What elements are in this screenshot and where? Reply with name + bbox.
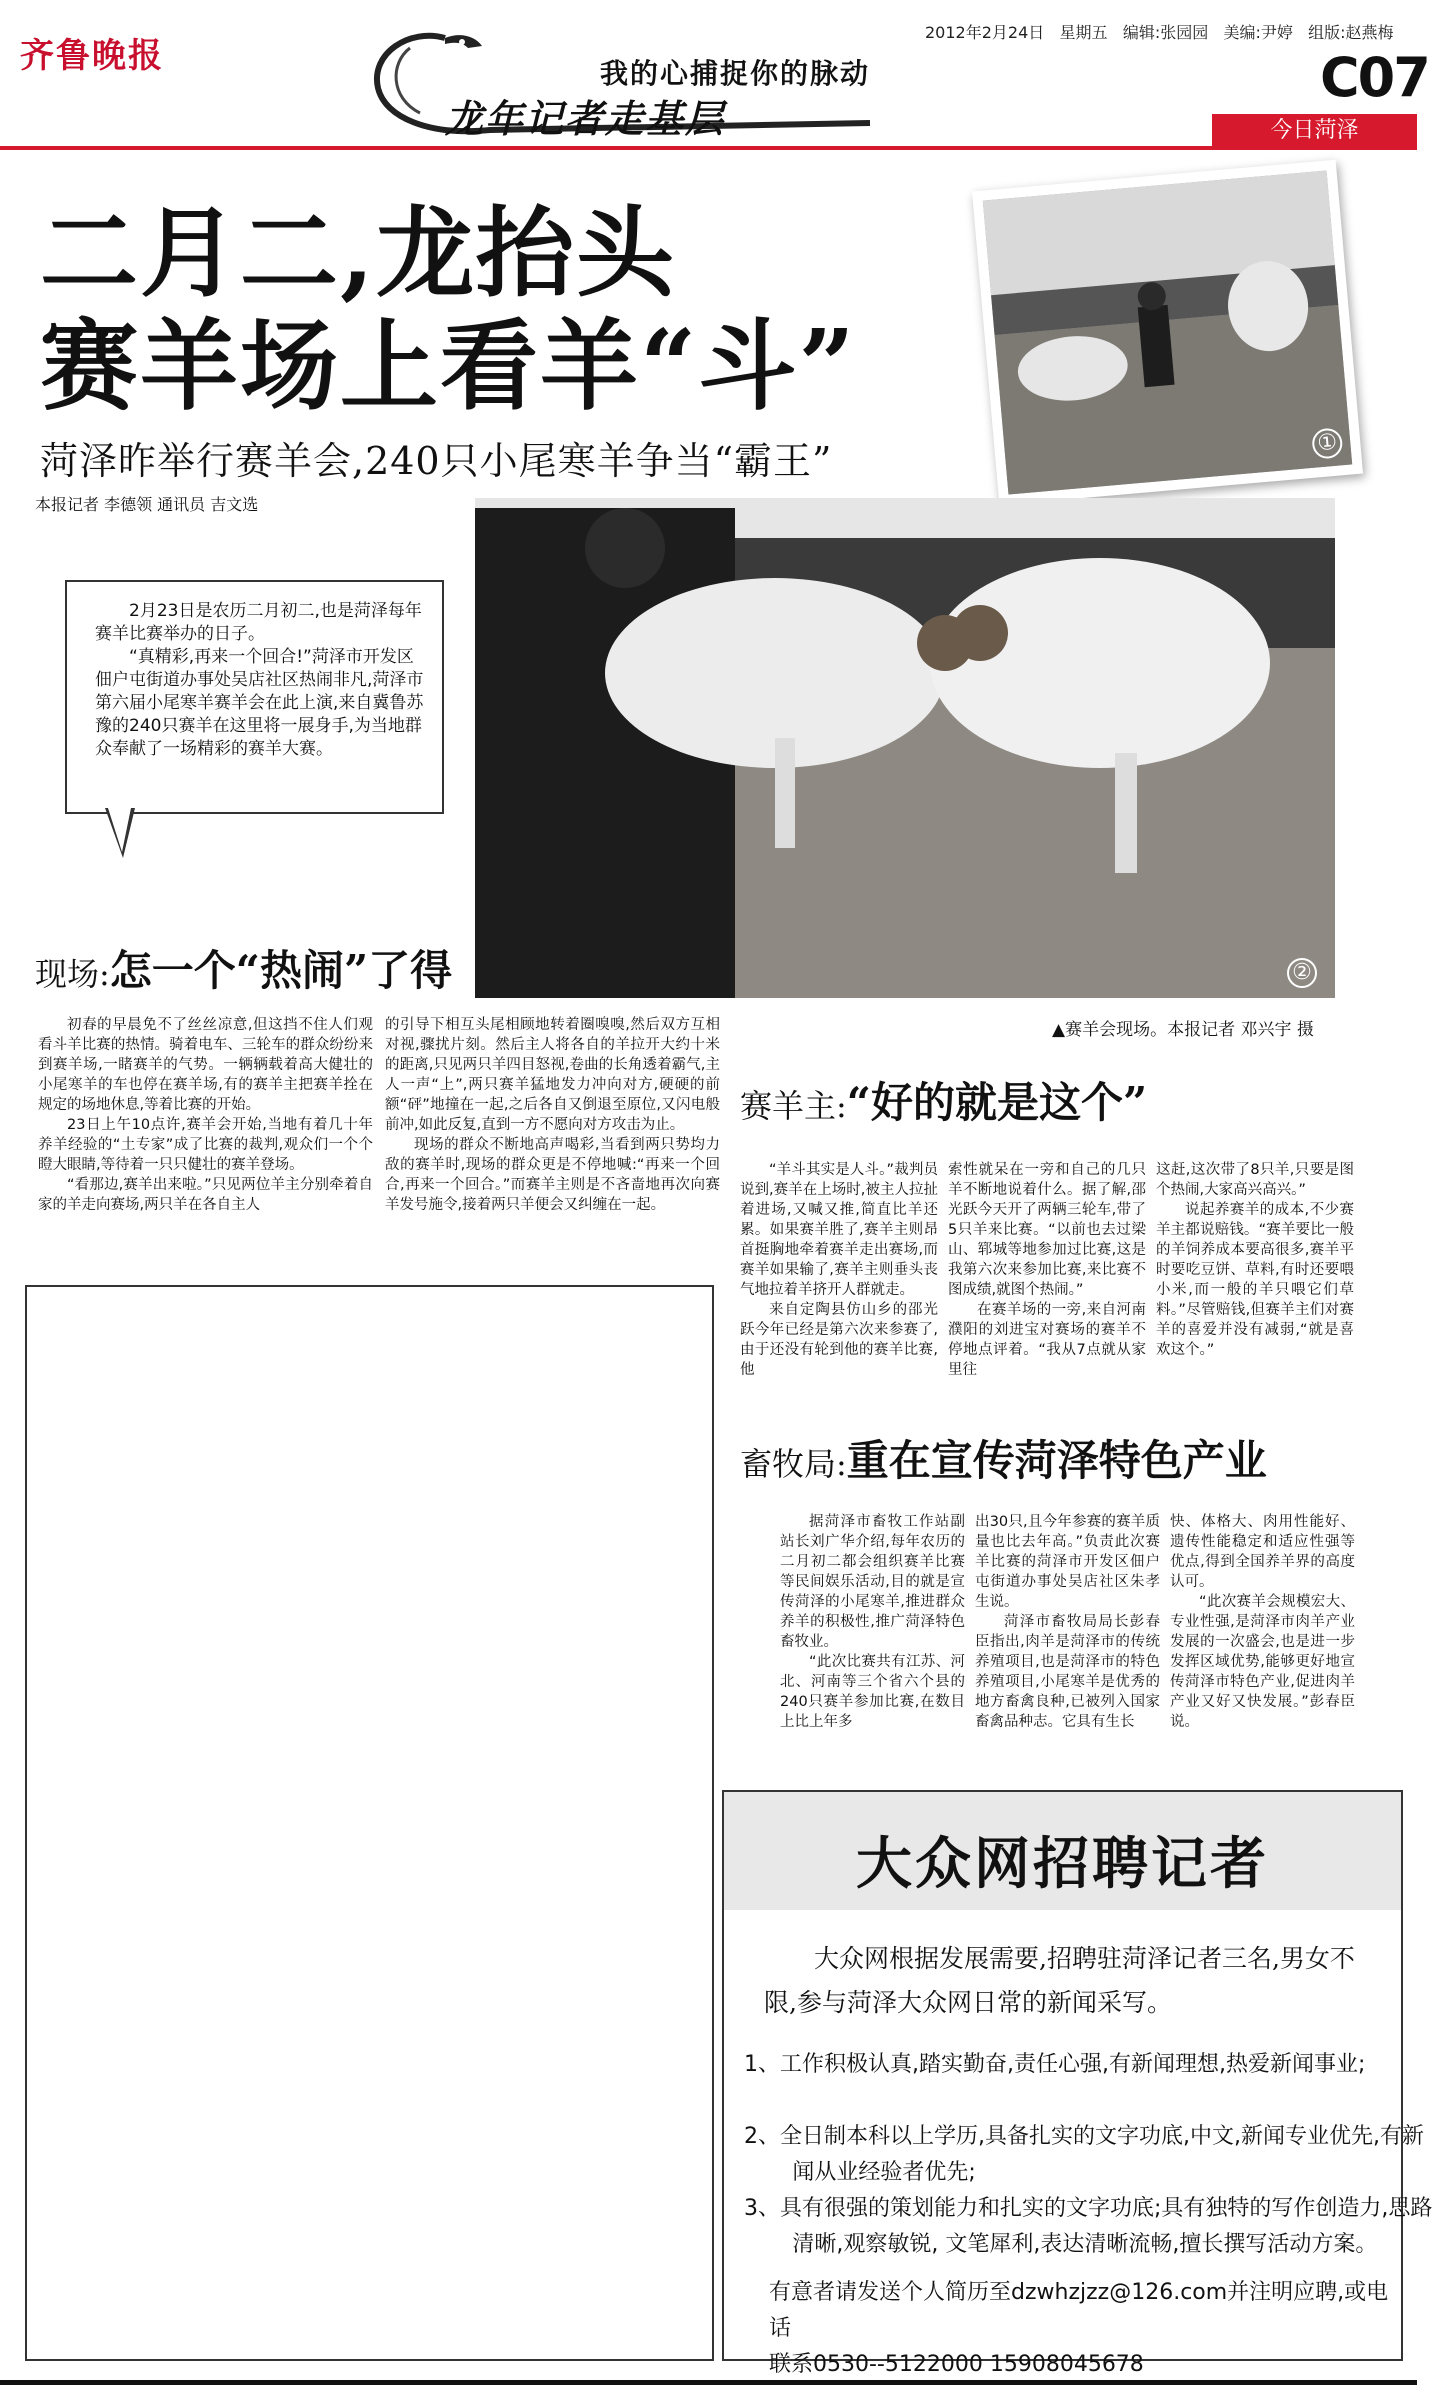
ad-contact xyxy=(769,2275,1389,2383)
ad-requirement: 3、具有很强的策划能力和扎实的文字功底;具有独特的写作创造力,思路清晰,观察敏锐, 文笔犀利,表达清晰流畅,擅长撰写活动方案。 xyxy=(744,2196,1432,2257)
ad-contact-line: 联系0530--5122000 15908045678 xyxy=(769,2352,1144,2377)
headline-line-1: 二月二,龙抬头 xyxy=(40,196,677,311)
layout-editor-credit: 组版:赵燕梅 xyxy=(1308,23,1394,42)
lead-callout xyxy=(65,580,444,814)
blank-ad-space xyxy=(25,1285,714,2361)
newspaper-logo: 齐鲁晚报 xyxy=(20,36,164,76)
section-heading-scene xyxy=(35,938,452,998)
ad-requirement: 2、全日制本科以上学历,具备扎实的文字功底,中文,新闻专业优先,有新闻从业经验者优先; xyxy=(744,2124,1424,2185)
body-paragraph: 在赛羊场的一旁,来自河南濮阳的刘进宝对赛场的赛羊不停地点评着。“我从7点就从家里往 xyxy=(948,1302,1146,1378)
callout-tail-inner xyxy=(108,808,131,852)
column-slogan: 我的心捕捉你的脉动 xyxy=(600,57,871,90)
photo-number-2: ② xyxy=(1287,958,1317,988)
body-paragraph: 菏泽市畜牧局局长彭春臣指出,肉羊是菏泽市的传统养殖项目,也是菏泽市的特色养殖项目,小尾寒羊是优秀的地方畜禽良种,已被列入国家畜禽品种志。它具有生长 xyxy=(975,1614,1160,1730)
section-heading-bureau xyxy=(740,1428,1267,1488)
section-title: “好的就是这个” xyxy=(846,1078,1148,1127)
byline: 本报记者 李德领 通讯员 吉文选 xyxy=(35,495,259,514)
body-column xyxy=(385,1015,720,1215)
body-column xyxy=(780,1512,965,1732)
section-label: 畜牧局: xyxy=(740,1445,847,1483)
editor-credit: 编辑:张园园 xyxy=(1122,23,1209,42)
inset-photo-ram-fight xyxy=(972,160,1363,506)
body-paragraph: “看那边,赛羊出来啦。”只见两位羊主分别牵着自家的羊走向赛场,两只羊在各自主人 xyxy=(38,1177,373,1213)
body-paragraph: 快、体格大、肉用性能好、遗传性能稳定和适应性强等优点,得到全国养羊界的高度认可。 xyxy=(1170,1514,1355,1590)
lead-paragraph: 2月23日是农历二月初二,也是菏泽每年赛羊比赛举办的日子。 xyxy=(95,601,422,644)
section-label: 现场: xyxy=(35,955,110,993)
body-paragraph: 的引导下相互头尾相顾地转着圈嗅嗅,然后双方互相对视,骤扰片刻。然后主人将各自的羊拉开大约十米的距离,只见两只羊四目怒视,卷曲的长角透着霸气,主人一声“上”,两只赛羊猛地发力冲向对方,硬硬的前额“砰”地撞在一起,之后各自又倒退至原位,又闪电般前冲,如此反复,直到一方不愿向对方攻击为止。 xyxy=(385,1017,720,1133)
bottom-rule xyxy=(0,2380,1417,2385)
issue-weekday: 星期五 xyxy=(1059,23,1108,42)
page-number: C07 xyxy=(1320,46,1429,109)
section-tag: 今日菏泽 xyxy=(1212,114,1417,148)
art-editor-credit: 美编:尹婷 xyxy=(1223,23,1293,42)
photo-caption: ▲赛羊会现场。本报记者 邓兴宇 摄 xyxy=(1052,1020,1314,1040)
photo-number-1: ① xyxy=(1311,427,1344,460)
body-paragraph: 初春的早晨免不了丝丝凉意,但这挡不住人们观看斗羊比赛的热情。骑着电车、三轮车的群众纷纷来到赛羊场,一睹赛羊的气势。一辆辆载着高大健壮的小尾寒羊的车也停在赛羊场,有的赛羊主把赛羊拴在规定的场地休息,等着比赛的开始。 xyxy=(38,1017,373,1113)
body-paragraph: 出30只,且今年参赛的赛羊质量也比去年高。”负责此次赛羊比赛的菏泽市开发区佃户屯街道办事处吴店社区朱孝生说。 xyxy=(975,1514,1160,1610)
section-title: 怎一个“热闹”了得 xyxy=(109,946,453,995)
issue-date: 2012年2月24日 xyxy=(925,23,1045,42)
body-paragraph: “羊斗其实是人斗。”裁判员说到,赛羊在上场时,被主人拉扯着进场,又喊又推,简直比羊还累。如果赛羊胜了,赛羊主则昂首挺胸地牵着赛羊走出赛场,而赛羊如果输了,赛羊主则垂头丧气地拉着羊挤开人群就走。 xyxy=(740,1162,938,1298)
ad-requirement: 1、工作积极认真,踏实勤奋,责任心强,有新闻理想,热爱新闻事业; xyxy=(744,2052,1366,2077)
body-column xyxy=(948,1160,1146,1380)
ad-contact-line: 有意者请发送个人简历至dzwhzjzz@126.com并注明应聘,或电话 xyxy=(769,2280,1389,2341)
ad-title: 大众网招聘记者 xyxy=(856,1831,1269,1897)
section-title: 重在宣传菏泽特色产业 xyxy=(846,1436,1267,1485)
lead-paragraph: “真精彩,再来一个回合!”菏泽市开发区佃户屯街道办事处吴店社区热闹非凡,菏泽市第六届小尾寒羊赛羊会在此上演,来自冀鲁苏豫的240只赛羊在这里将一展身手,为当地群众奉献了一场精彩的赛羊大赛。 xyxy=(95,647,424,759)
body-column xyxy=(975,1512,1160,1732)
body-column xyxy=(740,1160,938,1380)
body-column xyxy=(1170,1512,1355,1732)
page-meta xyxy=(925,20,1394,43)
body-paragraph: “此次比赛共有江苏、河北、河南等三个省六个县的240只赛羊参加比赛,在数目上比上年多 xyxy=(780,1654,965,1730)
body-paragraph: 现场的群众不断地高声喝彩,当看到两只势均力敌的赛羊时,现场的群众更是不停地喊:“再来一个回合,再来一个回合。”而赛羊主则是不吝啬地再次向赛羊发号施令,接着两只羊便会又纠缠在一起。 xyxy=(385,1137,720,1213)
body-paragraph: 据菏泽市畜牧工作站副站长刘广华介绍,每年农历的二月初二都会组织赛羊比赛等民间娱乐活动,目的就是宣传菏泽的小尾寒羊,推进群众养羊的积极性,推广菏泽特色畜牧业。 xyxy=(780,1514,965,1650)
ad-intro: 大众网根据发展需要,招聘驻菏泽记者三名,男女不限,参与菏泽大众网日常的新闻采写。 xyxy=(764,1944,1355,2017)
column-title: 龙年记者走基层 xyxy=(445,96,726,141)
body-column xyxy=(1156,1160,1354,1360)
body-paragraph: 这赶,这次带了8只羊,只要是图个热闹,大家高兴高兴。” xyxy=(1156,1162,1354,1198)
subheadline: 菏泽昨举行赛羊会,240只小尾寒羊争当“霸王” xyxy=(40,439,833,483)
headline-line-2: 赛羊场上看羊“斗” xyxy=(40,309,857,424)
main-photo-ram-fight xyxy=(475,498,1335,998)
recruitment-ad xyxy=(722,1790,1432,2377)
header-rule xyxy=(0,146,1417,150)
body-paragraph: “此次赛羊会规模宏大、专业性强,是菏泽市肉羊产业发展的一次盛会,也是进一步发挥区域优势,能够更好地宣传菏泽市特色产业,促进肉羊产业又好又快发展。”彭春臣说。 xyxy=(1170,1594,1355,1730)
section-heading-owner xyxy=(740,1070,1147,1130)
body-paragraph: 23日上午10点许,赛羊会开始,当地有着几十年养羊经验的“土专家”成了比赛的裁判,观众们一个个瞪大眼睛,等待着一只只健壮的赛羊登场。 xyxy=(38,1117,373,1173)
body-paragraph: 来自定陶县仿山乡的邵光跃今年已经是第六次来参赛了,由于还没有轮到他的赛羊比赛,他 xyxy=(740,1302,938,1378)
section-label: 赛羊主: xyxy=(740,1087,847,1125)
body-column xyxy=(38,1015,373,1215)
body-paragraph: 索性就呆在一旁和自己的几只羊不断地说着什么。据了解,邵光跃今天开了两辆三轮车,带了5只羊来比赛。“以前也去过梁山、郓城等地参加过比赛,这是我第六次来参加比赛,来比赛不图成绩,就图个热闹。” xyxy=(948,1162,1146,1298)
body-paragraph: 说起养赛羊的成本,不少赛羊主都说赔钱。“赛羊要比一般的羊饲养成本要高很多,赛羊平时要吃豆饼、草料,有时还要喂小米,而一般的羊只喂它们草料。”尽管赔钱,但赛羊主们对赛羊的喜爱并没有减弱,“就是喜欢这个。” xyxy=(1156,1202,1354,1358)
